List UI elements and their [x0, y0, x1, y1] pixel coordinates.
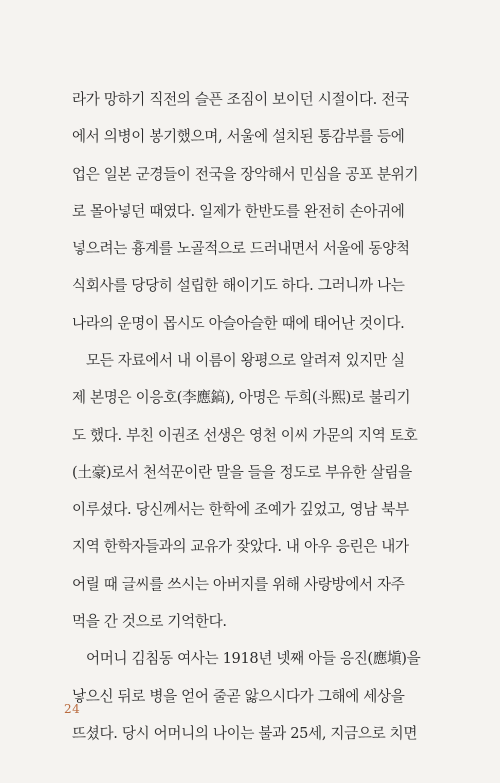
text-line-4: 로 몰아넣던 때였다. 일제가 한반도를 완전히 손아귀에 — [72, 203, 405, 220]
text-line-2: 에서 의병이 봉기했으며, 서울에 설치된 통감부를 등에 — [72, 128, 405, 145]
text-line-18: 뜨셨다. 당시 어머니의 나이는 불과 25세, 지금으로 치면 — [72, 725, 418, 742]
text-line-6: 식회사를 당당히 설립한 해이기도 하다. 그러니까 나는 — [72, 277, 405, 294]
text-line-13: 지역 한학자들과의 교유가 잦았다. 내 아우 응린은 내가 — [72, 538, 409, 555]
page-number: 24 — [64, 702, 81, 716]
text-line-10: 도 했다. 부친 이권조 선생은 영천 이씨 가문의 지역 토호 — [72, 427, 418, 444]
paragraph-start-line-16: 어머니 김침동 여사는 1918년 넷째 아들 응진(應塡)을 — [86, 650, 421, 667]
text-line-12: 이루셨다. 당신께서는 한학에 조예가 깊었고, 영남 북부 — [72, 501, 409, 518]
text-line-11: (土豪)로서 천석꾼이란 말을 들을 정도로 부유한 살림을 — [72, 464, 412, 481]
paragraph-start-line-8: 모든 자료에서 내 이름이 왕평으로 알려져 있지만 실 — [86, 352, 405, 369]
text-line-5: 넣으려는 흉계를 노골적으로 드러내면서 서울에 동양척 — [72, 240, 410, 257]
text-line-9: 제 본명은 이응호(李應鎬), 아명은 두희(斗熙)로 불리기 — [72, 389, 411, 406]
text-line-17: 낳으신 뒤로 병을 얻어 줄곧 앓으시다가 그해에 세상을 — [72, 688, 405, 705]
text-line-3: 업은 일본 군경들이 전국을 장악해서 민심을 공포 분위기 — [72, 166, 419, 183]
text-line-7: 나라의 운명이 몹시도 아슬아슬한 때에 태어난 것이다. — [72, 315, 405, 332]
text-line-1: 라가 망하기 직전의 슬픈 조짐이 보이던 시절이다. 전국 — [72, 91, 409, 108]
text-line-14: 어릴 때 글씨를 쓰시는 아버지를 위해 사랑방에서 자주 — [72, 576, 405, 593]
text-line-15: 먹을 간 것으로 기억한다. — [72, 613, 227, 630]
